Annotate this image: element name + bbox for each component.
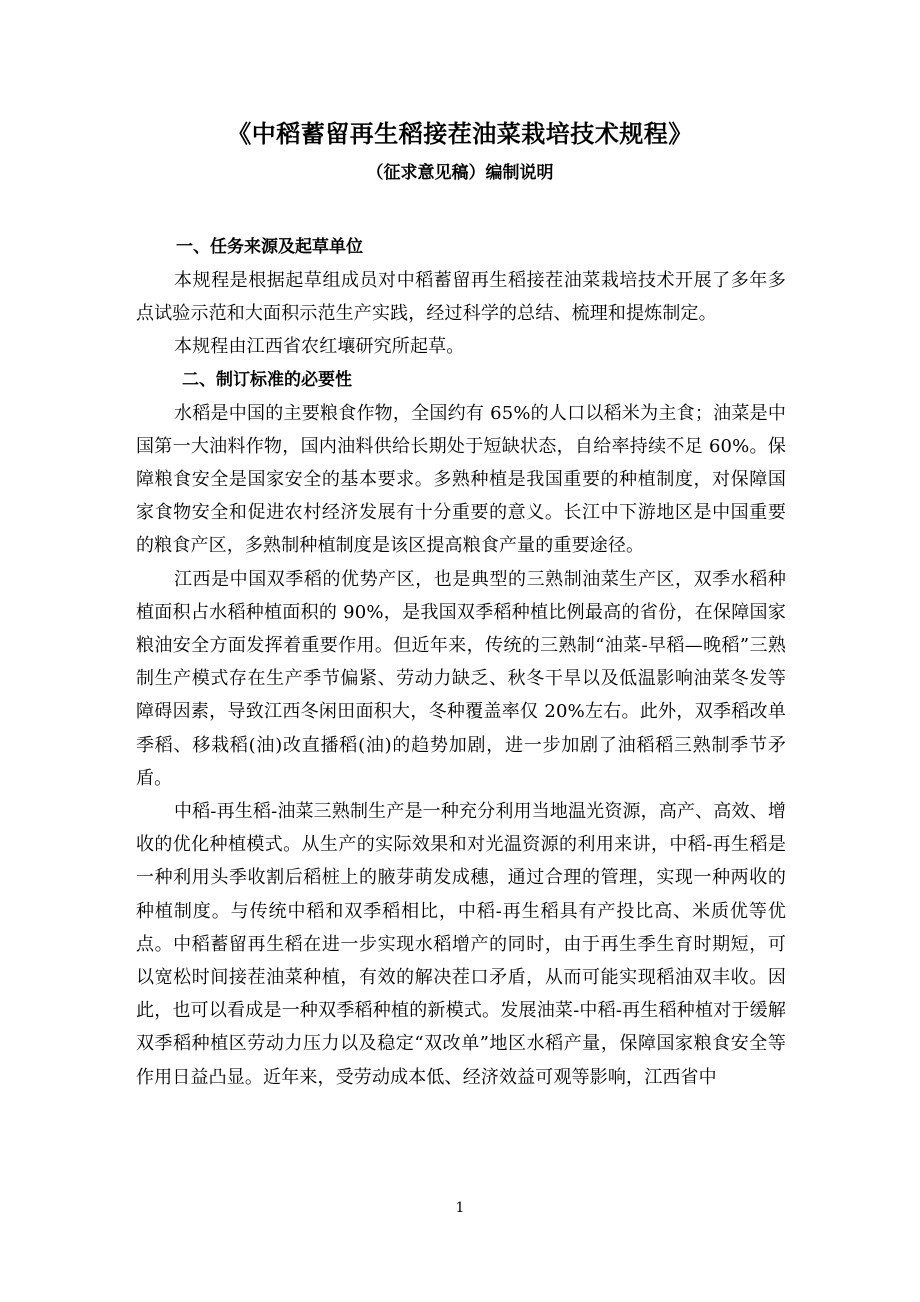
section-heading-1: 一、任务来源及起草单位	[176, 237, 363, 257]
document-subtitle: （征求意见稿）编制说明	[366, 163, 554, 183]
paragraph: 中稻-再生稻-油菜三熟制生产是一种充分利用当地温光资源，高产、高效、增收的优化种植模式。从生产的实际效果和对光温资源的利用来讲，中稻-再生稻是一种利用头季收割后稻桩上的腋芽萌发成穗，通过合理的管理，实现一种两收的种植制度。与传统中稻和双季稻相比，中稻-再生稻具有产投比高、米质优等优点。中稻蓄留再生稻在进一步实现水稻增产的同时，由于再生季生育时期短，可以宽松时间接茬油菜种植，有效的解决茬口矛盾，从而可能实现稻油双丰收。因此，也可以看成是一种双季稻种植的新模式。发展油菜-中稻-再生稻种植对于缓解双季稻种植区劳动力压力以及稳定“双改单”地区水稻产量，保障国家粮食安全等作用日益凸显。近年来，受劳动成本低、经济效益可观等影响，江西省中	[136, 801, 787, 1088]
paragraph: 本规程由江西省农红壤研究所起草。	[174, 336, 465, 358]
paragraph: 江西是中国双季稻的优势产区，也是典型的三熟制油菜生产区，双季水稻种植面积占水稻种植面积的 90%，是我国双季稻种植比例最高的省份，在保障国家粮油安全方面发挥着重要作用。但近年来，传统的三熟制“油菜-早稻—晚稻”三熟制生产模式存在生产季节偏紧、劳动力缺乏、秋冬干旱以及低温影响油菜冬发等障碍因素，导致江西冬闲田面积大，冬种覆盖率仅 20%左右。此外，双季稻改单季稻、移栽稻(油)改直播稻(油)的趋势加剧，进一步加剧了油稻稻三熟制季节矛盾。	[136, 568, 786, 789]
page-number: 1	[455, 1200, 465, 1216]
document-body	[136, 231, 786, 1094]
paragraph: 水稻是中国的主要粮食作物，全国约有 65%的人口以稻米为主食；油菜是中国第一大油料作物，国内油料供给长期处于短缺状态，自给率持续不足 60%。保障粮食安全是国家安全的基本要求。多熟种植是我国重要的种植制度，对保障国家食物安全和促进农村经济发展有十分重要的意义。长江中下游地区是中国重要的粮食产区，多熟制种植制度是该区提高粮食产量的重要途径。	[136, 402, 786, 557]
document-title: 《中稻蓄留再生稻接茬油菜栽培技术规程》	[227, 120, 693, 148]
paragraph: 本规程是根据起草组成员对中稻蓄留再生稻接茬油菜栽培技术开展了多年多点试验示范和大面积示范生产实践，经过科学的总结、梳理和提炼制定。	[136, 270, 786, 325]
section-heading-2: 二、制订标准的必要性	[182, 369, 352, 390]
